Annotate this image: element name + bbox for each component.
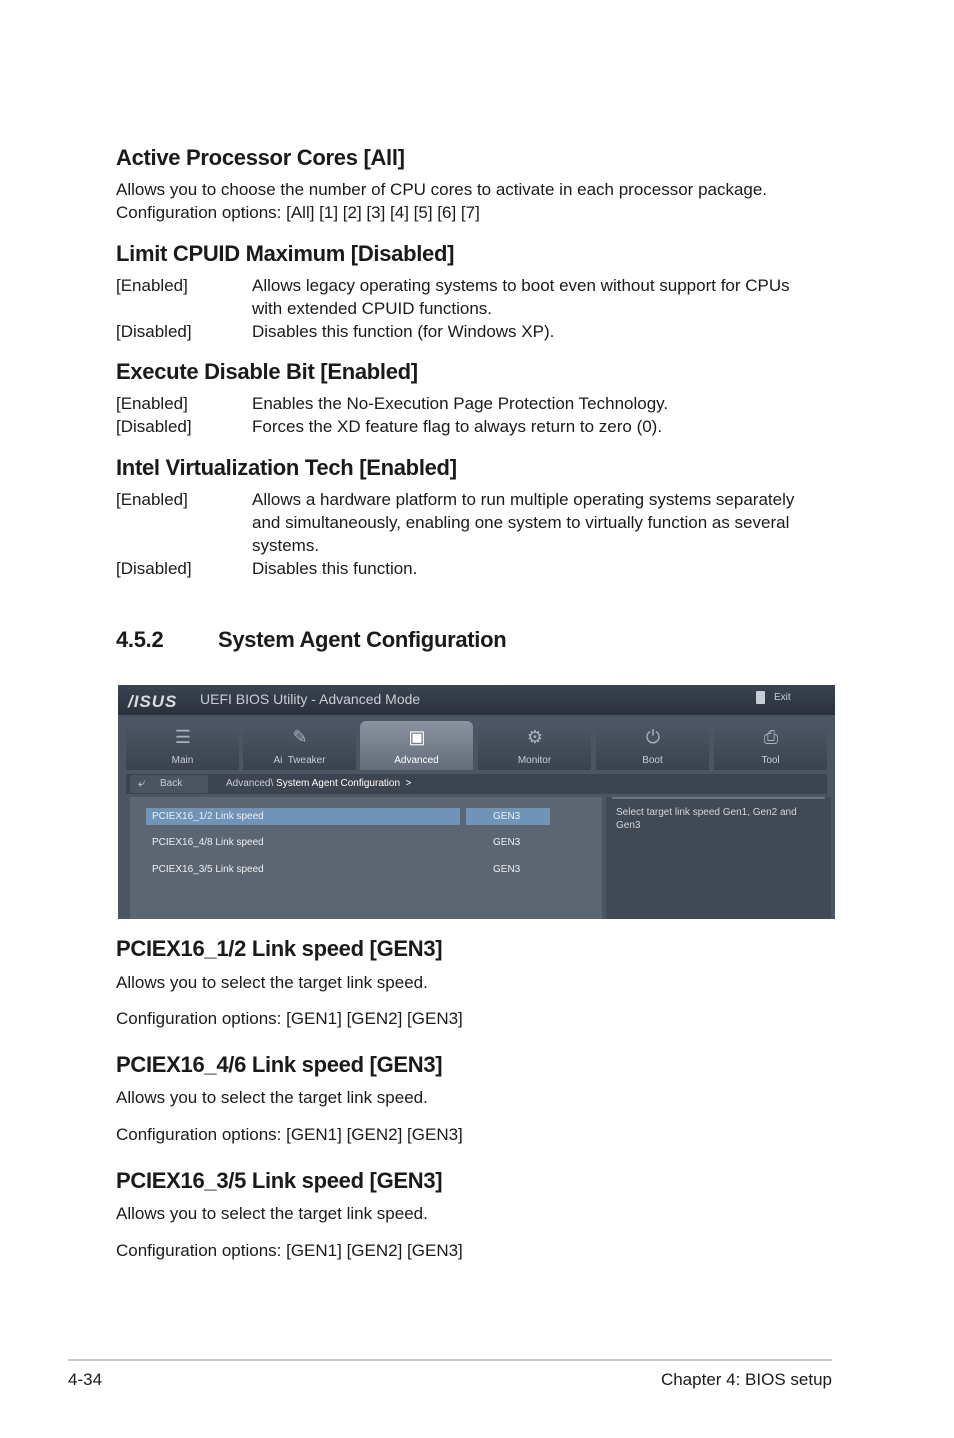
option-key: [Disabled] (116, 559, 192, 578)
option-desc: Enables the No-Execution Page Protection Technology. (252, 394, 669, 413)
tab-label: Advanced (394, 755, 439, 766)
back-arrow-icon: ⤶ (138, 775, 146, 790)
asus-logo: /ISUS (128, 692, 178, 711)
body-text: Configuration options: [GEN1] [GEN2] [GEN3] (116, 1241, 463, 1260)
breadcrumb-path (226, 778, 411, 789)
monitor-icon: ⚙ (526, 727, 544, 747)
section-heading-active-cores: Active Processor Cores [All] (116, 145, 405, 170)
option-desc: Allows a hardware platform to run multiple operating systems separately and simultaneously, enabling one system to virtually function as several systems. (252, 490, 795, 555)
body-text: Allows you to select the target link speed. (116, 973, 428, 992)
setting-value[interactable] (466, 834, 550, 851)
tab-main[interactable] (126, 721, 239, 770)
bios-title: UEFI BIOS Utility - Advanced Mode (200, 691, 421, 707)
setting-row-pciex16-1-2[interactable] (146, 808, 460, 825)
tab-advanced[interactable] (360, 721, 473, 770)
tab-label: Boot (642, 755, 663, 766)
tab-label: Ai Tweaker (273, 755, 326, 766)
tab-boot[interactable] (596, 721, 709, 770)
tab-label: Monitor (517, 755, 552, 766)
setting-label: PCIEX16_1/2 Link speed (152, 811, 264, 822)
setting-label: PCIEX16_4/8 Link speed (152, 837, 264, 848)
exit-icon[interactable] (756, 691, 765, 704)
exit-button[interactable]: Exit (774, 692, 791, 703)
tab-ai-tweaker[interactable] (243, 721, 356, 770)
setting-value-text: GEN3 (493, 811, 521, 822)
option-desc: Disables this function. (252, 559, 418, 578)
breadcrumb-parent[interactable]: Advanced\ (226, 778, 274, 789)
section-heading-execute-disable: Execute Disable Bit [Enabled] (116, 359, 418, 384)
bios-title-bar (118, 685, 835, 715)
body-text: Allows you to select the target link speed. (116, 1204, 428, 1223)
option-key: [Enabled] (116, 276, 188, 295)
tab-monitor[interactable] (478, 721, 591, 770)
subsection-title: System Agent Configuration (218, 627, 507, 652)
option-key: [Enabled] (116, 394, 188, 413)
help-text: Select target link speed Gen1, Gen2 and Gen3 (616, 807, 797, 831)
tab-label: Tool (761, 755, 780, 766)
setting-value-text: GEN3 (493, 864, 521, 875)
list-icon: ☰ (174, 727, 192, 747)
setting-value[interactable] (466, 861, 550, 878)
option-key: [Disabled] (116, 417, 192, 436)
settings-panel (130, 797, 602, 919)
subsection-number: 4.5.2 (116, 627, 164, 652)
setting-value-text: GEN3 (493, 837, 521, 848)
option-desc: Allows legacy operating systems to boot even without support for CPUs with extended CPUID functions. (252, 276, 790, 318)
body-text: Configuration options: [GEN1] [GEN2] [GEN3] (116, 1009, 463, 1028)
power-icon: ⏻ (645, 727, 661, 747)
breadcrumb-current: System Agent Configuration > (273, 778, 412, 789)
footer-divider (68, 1359, 832, 1361)
breadcrumb (126, 774, 827, 794)
setting-row-pciex16-3-5[interactable] (146, 861, 460, 878)
advanced-icon: ▣ (408, 727, 426, 747)
body-text: Allows you to select the target link speed. (116, 1088, 428, 1107)
help-panel (606, 797, 831, 919)
page-number: 4-34 (68, 1370, 103, 1389)
back-button[interactable] (130, 775, 208, 793)
setting-row-pciex16-4-8[interactable] (146, 834, 460, 851)
section-heading-pciex-1-2: PCIEX16_1/2 Link speed [GEN3] (116, 936, 443, 961)
bios-screenshot (118, 685, 835, 919)
section-heading-pciex-4-6: PCIEX16_4/6 Link speed [GEN3] (116, 1052, 443, 1077)
back-label: Back (160, 778, 183, 789)
setting-value[interactable] (466, 808, 550, 825)
section-heading-intel-vt: Intel Virtualization Tech [Enabled] (116, 455, 457, 480)
option-key: [Enabled] (116, 490, 188, 509)
tab-label: Main (171, 755, 194, 766)
body-text: Allows you to choose the number of CPU cores to activate in each processor package. (116, 180, 768, 199)
printer-icon: ⎙ (763, 727, 779, 747)
tab-tool[interactable] (714, 721, 827, 770)
tweaker-icon: ✎ (292, 727, 308, 747)
body-text: Configuration options: [All] [1] [2] [3] [4] [5] [6] [7] (116, 203, 480, 222)
help-divider (612, 797, 825, 799)
setting-label: PCIEX16_3/5 Link speed (152, 864, 264, 875)
option-desc: Forces the XD feature flag to always return to zero (0). (252, 417, 663, 436)
body-text: Configuration options: [GEN1] [GEN2] [GEN3] (116, 1125, 463, 1144)
option-key: [Disabled] (116, 322, 192, 341)
section-heading-pciex-3-5: PCIEX16_3/5 Link speed [GEN3] (116, 1168, 443, 1193)
section-heading-limit-cpuid: Limit CPUID Maximum [Disabled] (116, 241, 455, 266)
option-desc: Disables this function (for Windows XP). (252, 322, 555, 341)
chapter-title: Chapter 4: BIOS setup (660, 1370, 832, 1389)
